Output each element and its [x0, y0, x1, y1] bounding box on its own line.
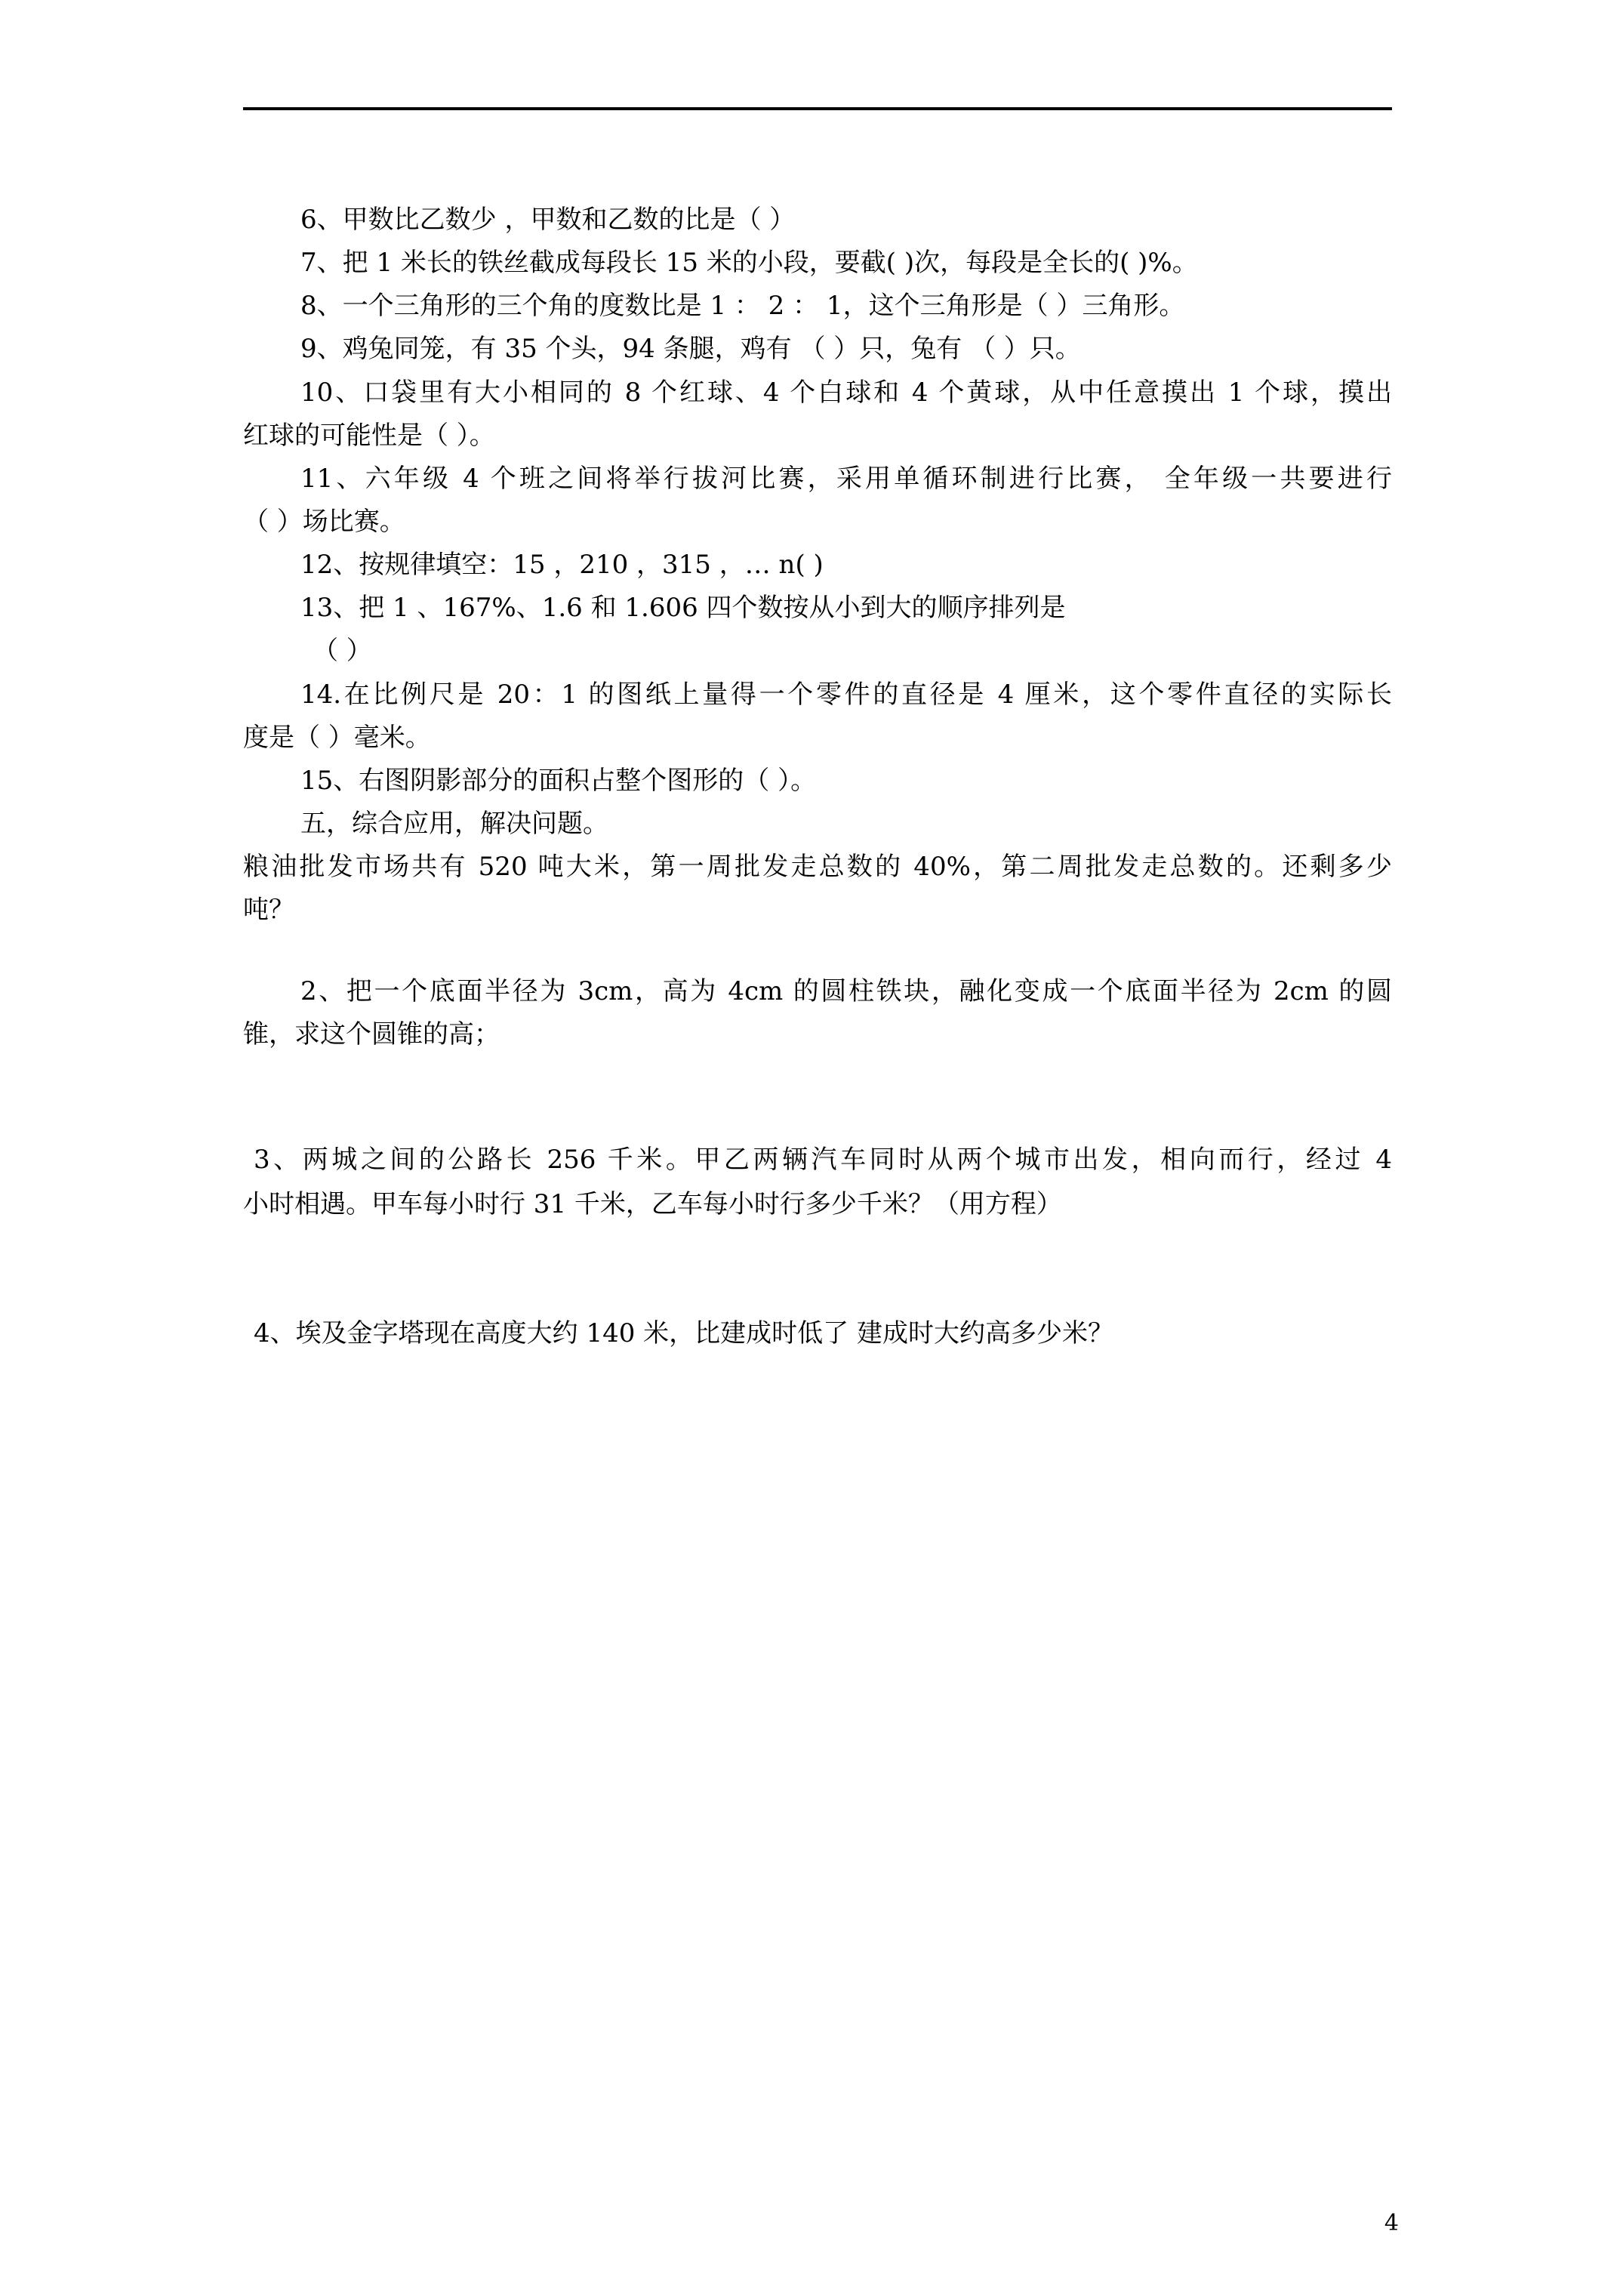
problem-3-line-2: 小时相遇。甲车每小时行 31 千米，乙车每小时行多少千米？（用方程） [243, 1189, 1062, 1219]
problem-4: 4、埃及金字塔现在高度大约 140 米，比建成时低了 建成时大约高多少米？ [254, 1318, 1113, 1348]
question-12: 12、按规律填空：15 ，210 ，315 ，… n( ) [300, 550, 824, 580]
question-14-line-1: 14.在比例尺是 20：1 的图纸上量得一个零件的直径是 4 厘米，这个零件直径的实际长 [300, 680, 1392, 710]
problem-2-line-1: 2、把一个底面半径为 3cm，高为 4cm 的圆柱铁块，融化变成一个底面半径为 2cm 的圆 [300, 976, 1392, 1006]
question-14-line-2: 度是（ ）毫米。 [243, 723, 431, 753]
question-9: 9、鸡兔同笼，有 35 个头，94 条腿，鸡有 （ ）只，兔有 （ ）只。 [300, 334, 1081, 364]
question-7: 7、把 1 米长的铁丝截成每段长 15 米的小段，要截( )次，每段是全长的( )%。 [300, 248, 1198, 278]
question-8: 8、一个三角形的三个角的度数比是 1 ： 2 ： 1，这个三角形是（ ）三角形。 [300, 291, 1185, 321]
header-rule [243, 107, 1392, 110]
section-5-heading: 五，综合应用，解决问题。 [300, 809, 608, 839]
problem-1-line-2: 吨？ [243, 895, 294, 925]
question-13-line-1: 13、把 1 、167%、1.6 和 1.606 四个数按从小到大的顺序排列是 [300, 593, 1066, 623]
question-10-line-1: 10、口袋里有大小相同的 8 个红球、4 个白球和 4 个黄球，从中任意摸出 1 个球，摸出 [300, 378, 1392, 408]
question-11-line-2: （ ）场比赛。 [243, 507, 405, 537]
question-15: 15、右图阴影部分的面积占整个图形的（ ）。 [300, 766, 817, 796]
problem-3-line-1: 3、两城之间的公路长 256 千米。甲乙两辆汽车同时从两个城市出发，相向而行，经过 4 [254, 1145, 1392, 1175]
question-13-line-2: （ ） [313, 636, 372, 666]
question-10-line-2: 红球的可能性是（ ）。 [243, 421, 495, 451]
question-6: 6、甲数比乙数少 ，甲数和乙数的比是（ ） [300, 205, 796, 235]
question-11-line-1: 11、六年级 4 个班之间将举行拔河比赛，采用单循环制进行比赛， 全年级一共要进行 [300, 464, 1392, 494]
problem-2-line-2: 锥，求这个圆锥的高； [243, 1019, 500, 1049]
page-number: 4 [1384, 2210, 1399, 2236]
problem-1-line-1: 粮油批发市场共有 520 吨大米，第一周批发走总数的 40%，第二周批发走总数的。还剩多少 [243, 852, 1392, 882]
